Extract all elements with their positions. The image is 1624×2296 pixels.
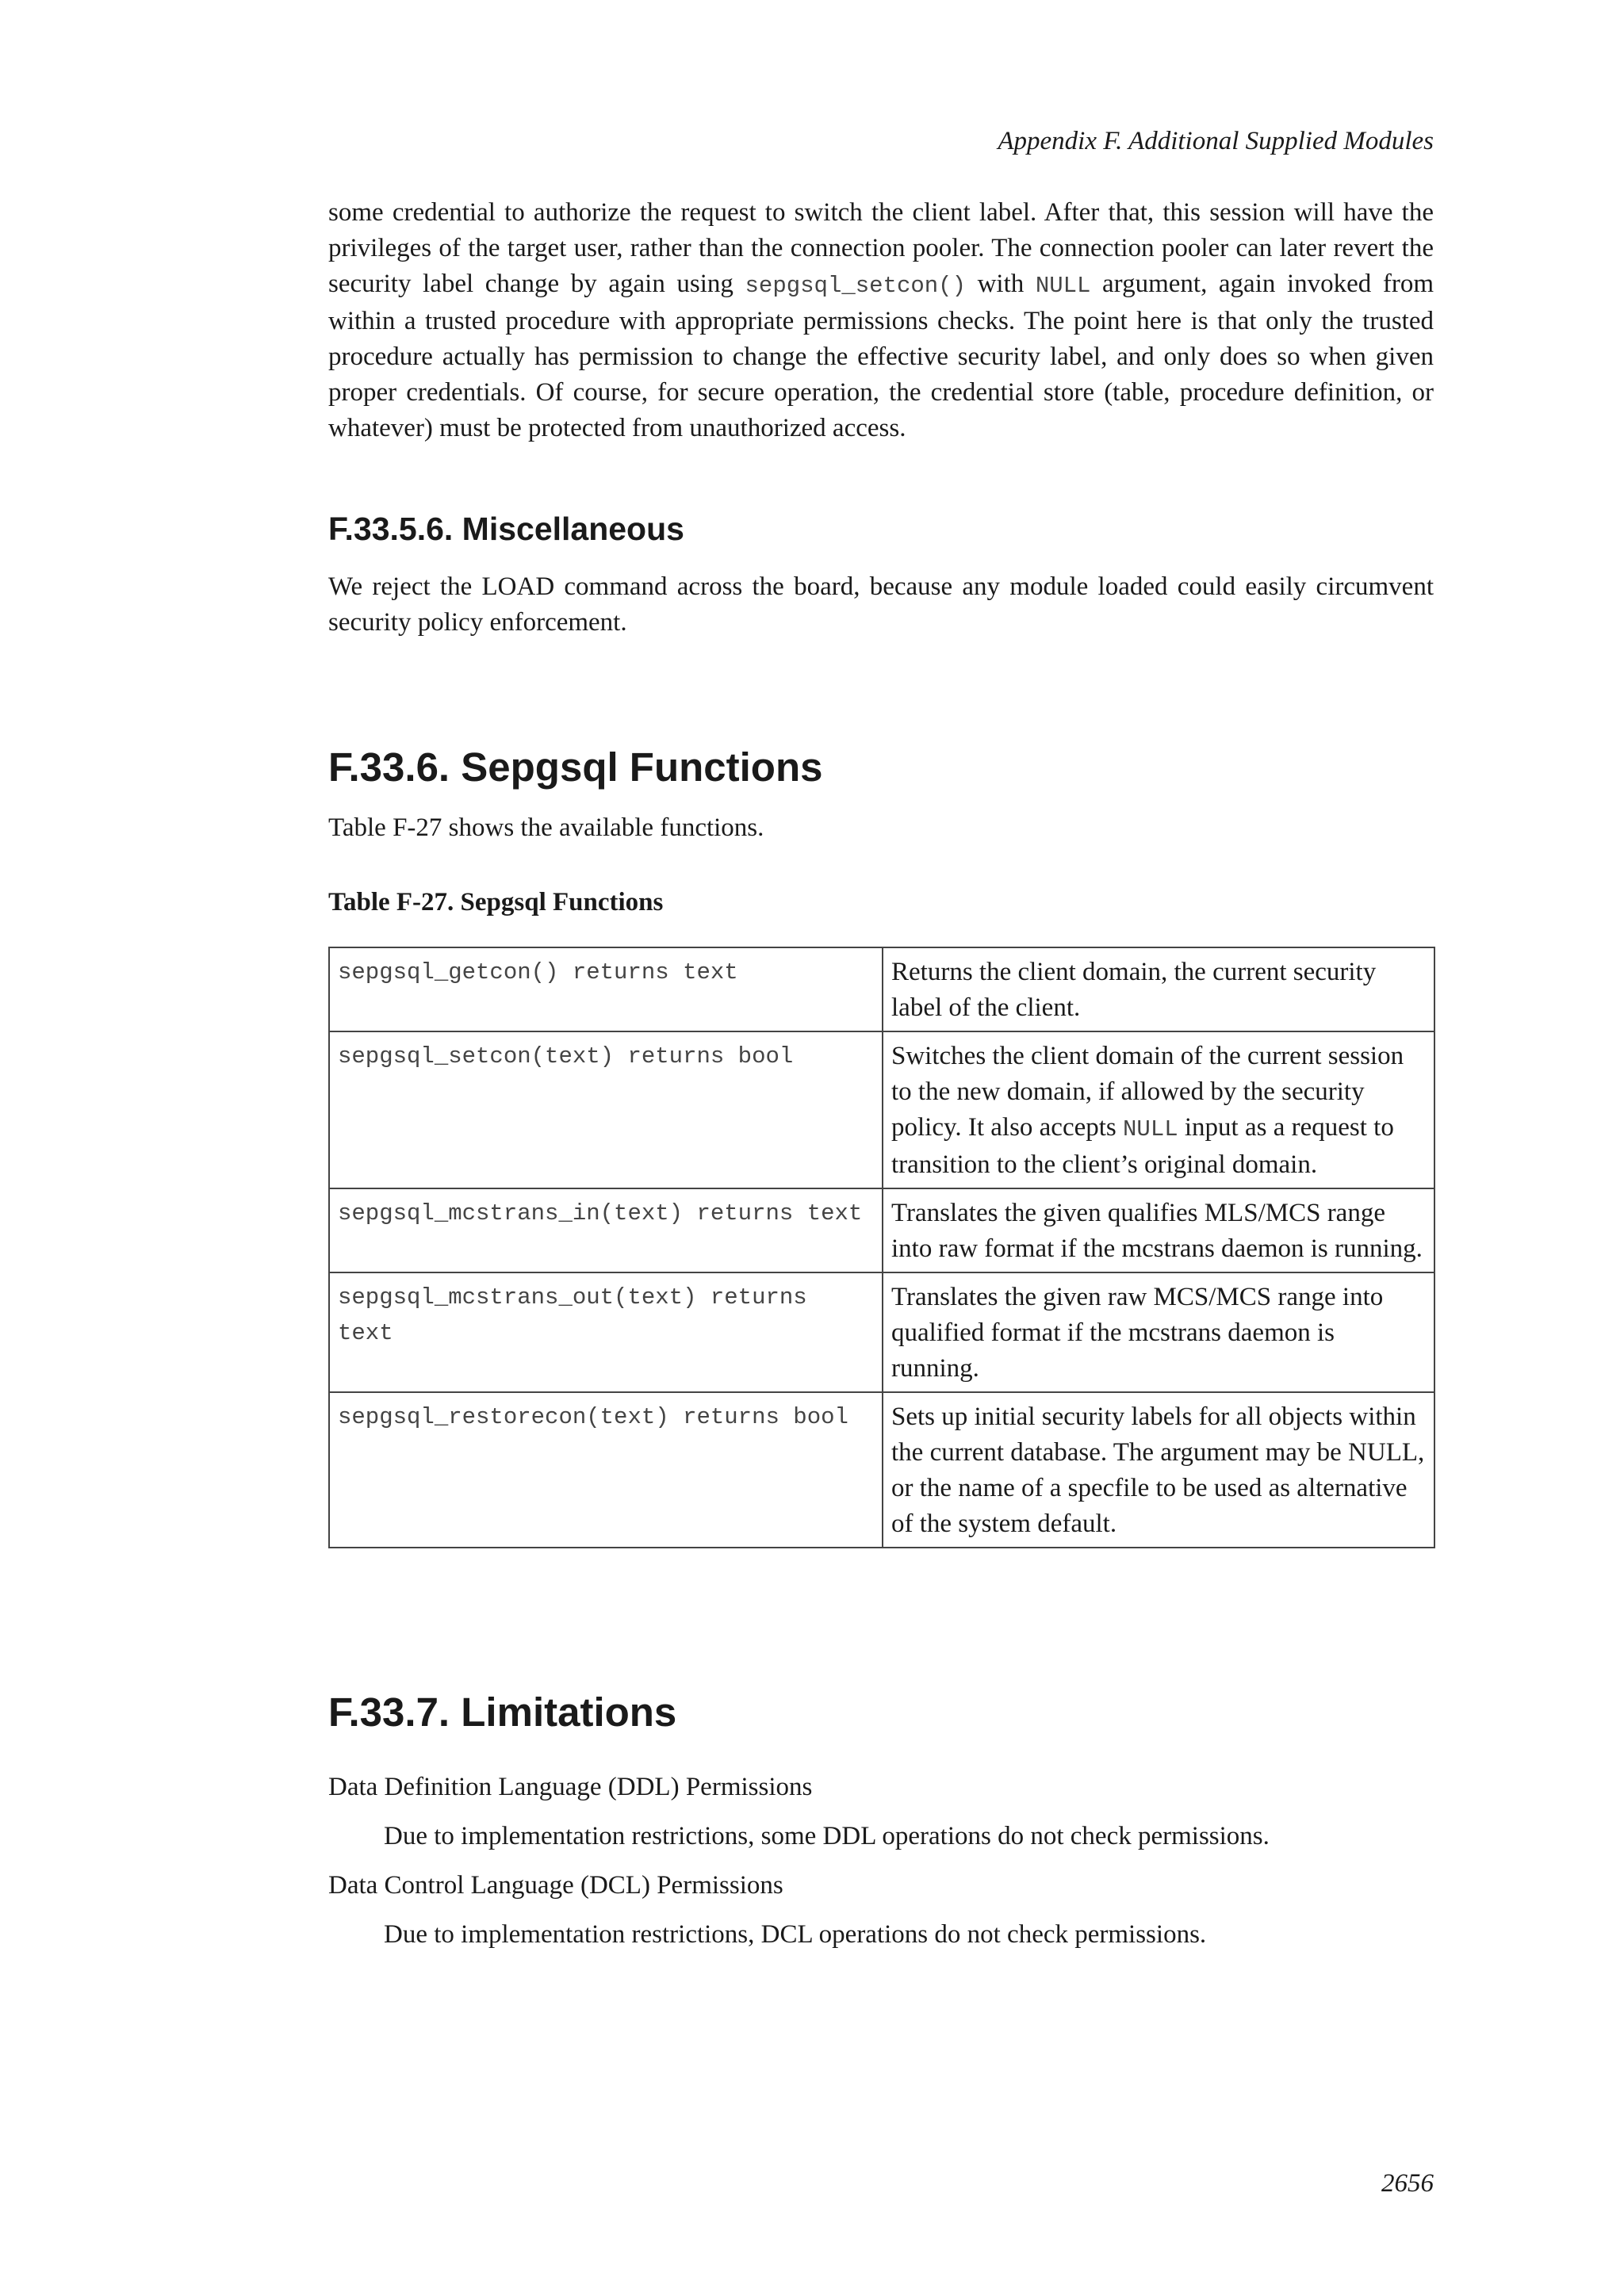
table-row xyxy=(329,1272,1434,1392)
limitations-heading: F.33.7. Limitations xyxy=(328,1689,677,1735)
function-description xyxy=(883,1272,1434,1392)
description-text-tail: input as a request to transition to the client’s original domain. xyxy=(891,1113,1394,1179)
description-text: Sets up initial security labels for all objects within the current database. The argument may be NULL, or the name of a specfile to be used as alternative of the system default. xyxy=(891,1402,1425,1538)
intro-code-setcon: sepgsql_setcon() xyxy=(745,273,966,299)
limitations-list xyxy=(328,1773,1434,1969)
function-signature: sepgsql_getcon() returns text xyxy=(329,947,883,1031)
intro-code-null: NULL xyxy=(1035,273,1091,299)
function-signature: sepgsql_mcstrans_out(text) returns text xyxy=(329,1272,883,1392)
functions-table xyxy=(328,947,1435,1548)
page-number: 2656 xyxy=(1381,2169,1434,2198)
limitation-definition: Due to implementation restrictions, DCL operations do not check permissions. xyxy=(384,1920,1207,1949)
limitation-definition: Due to implementation restrictions, some DDL operations do not check permissions. xyxy=(384,1822,1270,1850)
table-row xyxy=(329,1031,1434,1188)
misc-paragraph: We reject the LOAD command across the board, because any module loaded could easily circumvent security policy enforcement. xyxy=(328,572,1434,637)
limitation-term: Data Control Language (DCL) Permissions xyxy=(328,1871,783,1900)
table-caption: Table F-27. Sepgsql Functions xyxy=(328,888,664,916)
functions-heading: F.33.6. Sepgsql Functions xyxy=(328,744,823,790)
description-text: Returns the client domain, the current security label of the client. xyxy=(891,958,1377,1022)
intro-text-2: with xyxy=(965,270,1036,298)
table-row xyxy=(329,947,1434,1031)
function-description xyxy=(883,1392,1434,1548)
function-description xyxy=(883,1031,1434,1188)
description-text: Translates the given raw MCS/MCS range into qualified format if the mcstrans daemon is running. xyxy=(891,1283,1384,1383)
function-description xyxy=(883,947,1434,1031)
function-description xyxy=(883,1188,1434,1272)
table-row xyxy=(329,1188,1434,1272)
intro-text-1: some credential to authorize the request to switch the client label. After that, this session will have the privileges of the target user, rather than the connection pooler. The connection pooler can later revert the security label change by again using xyxy=(328,198,1434,298)
function-signature: sepgsql_mcstrans_in(text) returns text xyxy=(329,1188,883,1272)
limitation-term: Data Definition Language (DDL) Permissions xyxy=(328,1773,813,1801)
table-row xyxy=(329,1392,1434,1548)
misc-heading: F.33.5.6. Miscellaneous xyxy=(328,511,684,547)
function-signature: sepgsql_restorecon(text) returns bool xyxy=(329,1392,883,1548)
description-code-null: NULL xyxy=(1123,1116,1178,1142)
functions-intro: Table F-27 shows the available functions. xyxy=(328,813,764,842)
description-text: Switches the client domain of the current session to the new domain, if allowed by the security policy. It also accepts xyxy=(891,1042,1404,1142)
function-signature: sepgsql_setcon(text) returns bool xyxy=(329,1031,883,1188)
intro-text-3: argument, again invoked from within a trusted procedure with appropriate permissions checks. The point here is that only the trusted procedure actually has permission to change the effective security label, and only does so when given proper credentials. Of course, for secure operation, the credential store (table, procedure definition, or whatever) must be protected from unauthorized access. xyxy=(328,270,1434,442)
description-text: Translates the given qualifies MLS/MCS range into raw format if the mcstrans daemon is running. xyxy=(891,1199,1423,1263)
running-header: Appendix F. Additional Supplied Modules xyxy=(998,127,1434,155)
intro-paragraph xyxy=(328,195,1434,446)
